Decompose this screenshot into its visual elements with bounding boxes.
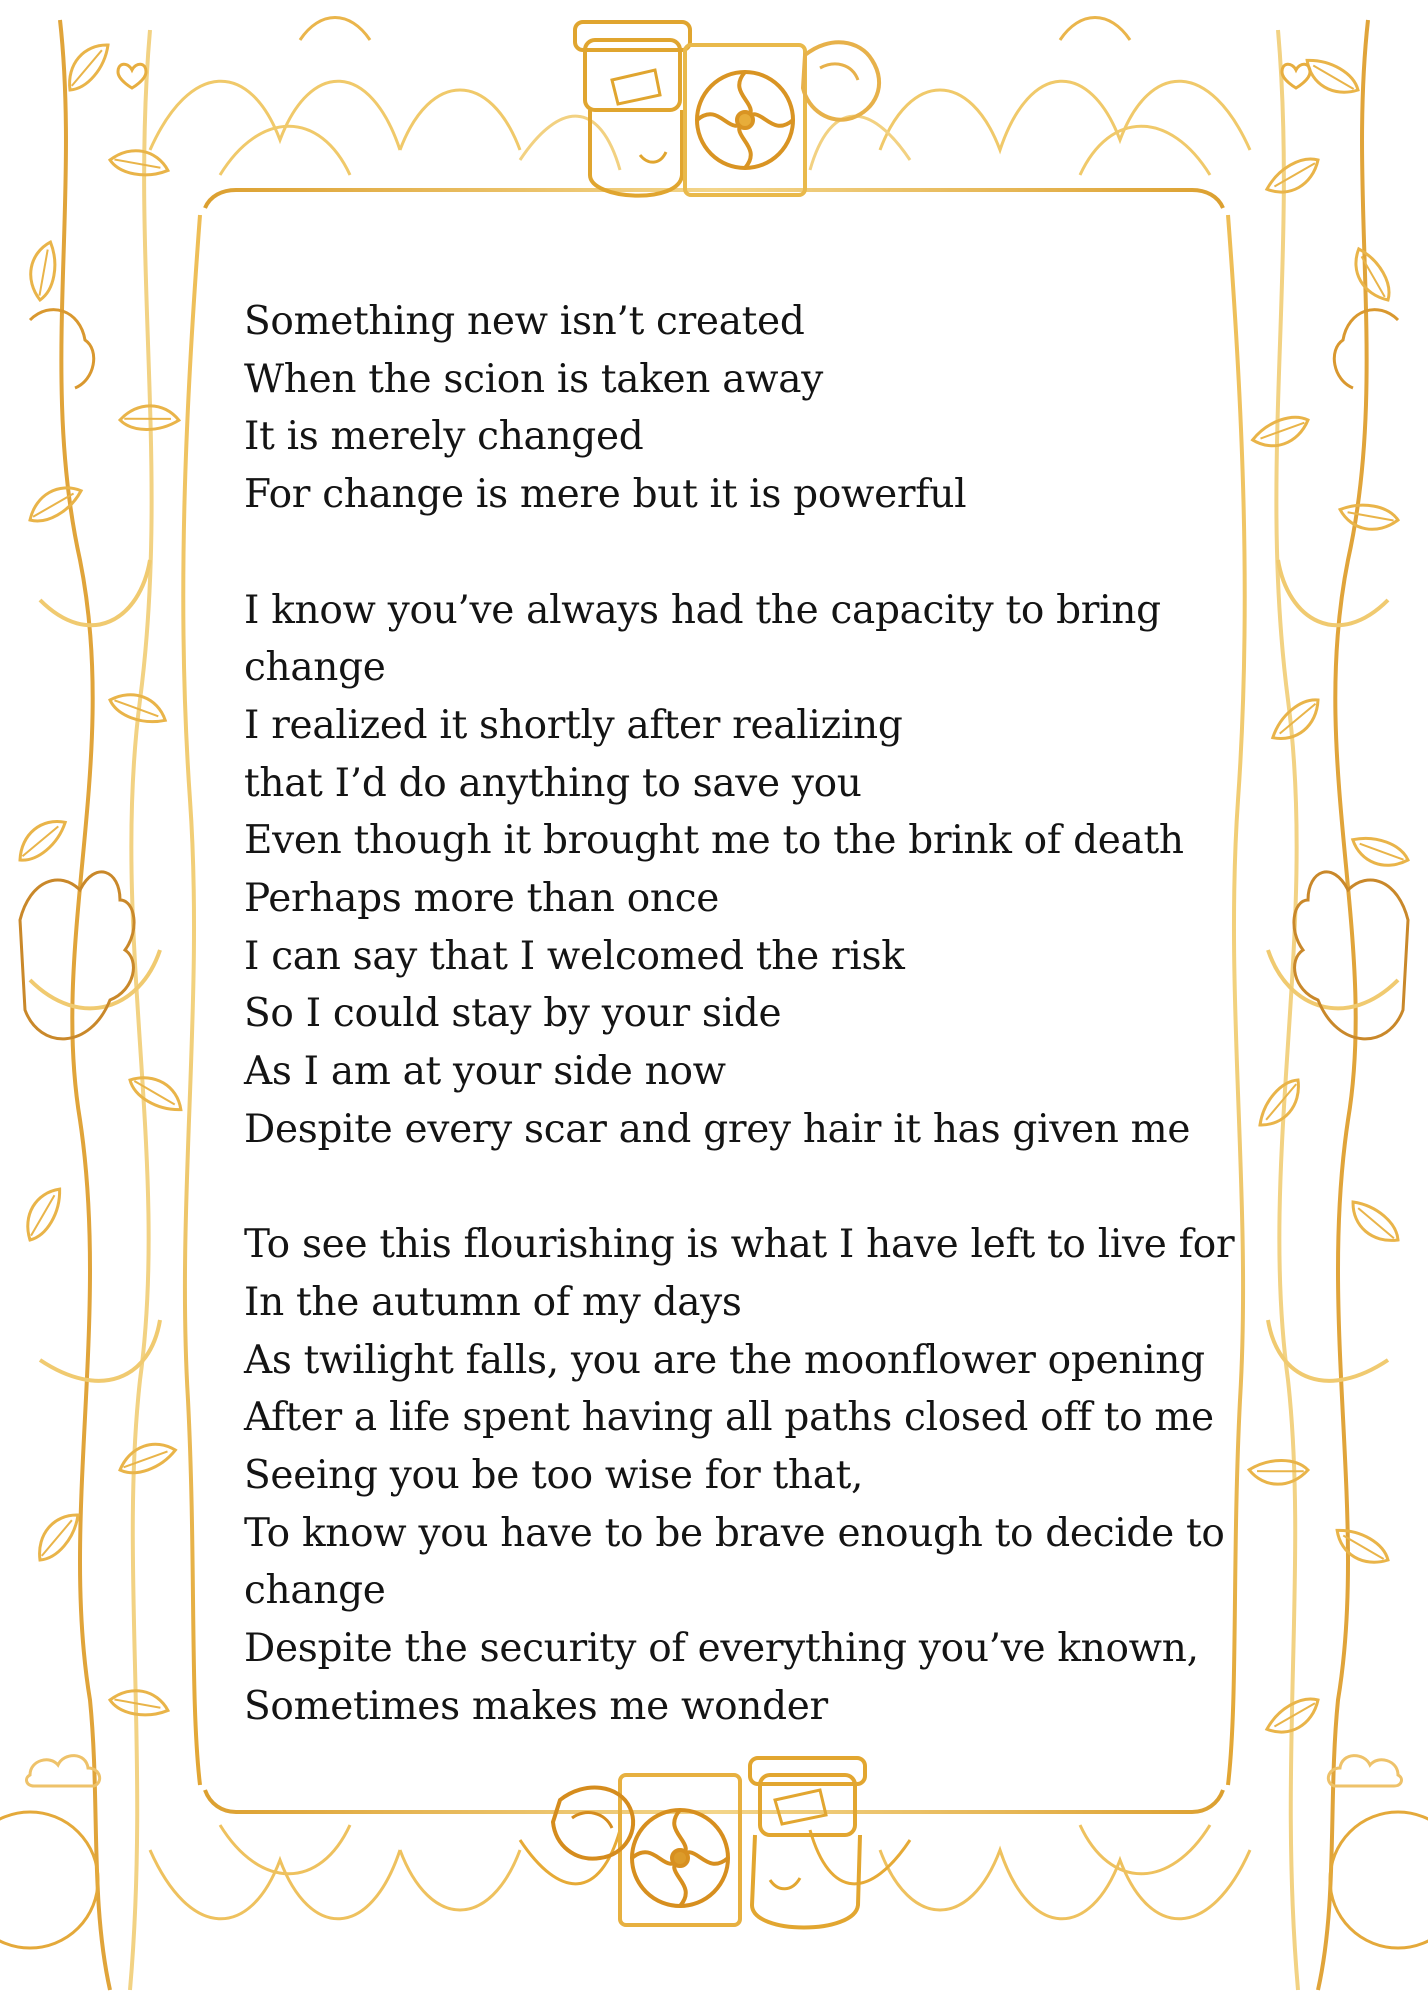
poem-line: After a life spent having all paths closed off to me — [244, 1395, 1214, 1441]
poem-line: To see this flourishing is what I have left to live for — [244, 1222, 1235, 1268]
poem-line: To know you have to be brave enough to decide to — [244, 1510, 1225, 1556]
leaf-icon — [1247, 49, 1410, 1739]
bottom-ornament-band — [150, 1825, 1250, 1919]
poem-line: Sometimes makes me wonder — [244, 1683, 828, 1729]
stanza-break — [244, 524, 1224, 582]
poem-line: For change is mere but it is powerful — [244, 472, 967, 518]
top-ornament-band — [150, 18, 1250, 176]
pinwheel-icon — [685, 45, 805, 195]
poem-line: Something new isn’t created — [244, 299, 805, 344]
poem-line: change — [244, 1568, 386, 1614]
poem-line: Perhaps more than once — [244, 876, 720, 922]
honey-jar-icon — [750, 1758, 865, 1928]
leaf-icon — [10, 38, 187, 1725]
poem-line: Despite the security of everything you’ve known, — [244, 1626, 1199, 1672]
poem-text — [244, 293, 1235, 1736]
vine-icon — [1268, 20, 1398, 1990]
cloud-icon — [27, 1756, 1402, 1786]
poem-line: In the autumn of my days — [244, 1279, 742, 1325]
honey-jar-icon — [575, 22, 690, 196]
poem-line: Despite every scar and grey hair it has given me — [244, 1106, 1191, 1152]
candy-wrapper-icon — [803, 42, 879, 119]
poem-line: that I’d do anything to save you — [244, 760, 862, 806]
pinwheel-icon — [620, 1775, 740, 1925]
poem-line: Even though it brought me to the brink of death — [244, 818, 1184, 864]
poem-line: I can say that I welcomed the risk — [244, 933, 905, 979]
poem-line: I know you’ve always had the capacity to bring — [244, 587, 1161, 633]
poem-line: When the scion is taken away — [244, 356, 823, 402]
poem-line: Seeing you be too wise for that, — [244, 1453, 864, 1499]
poem-line: It is merely changed — [244, 414, 644, 460]
poem-line: change — [244, 645, 386, 691]
vine-icon — [30, 20, 160, 1990]
poem-line: As I am at your side now — [244, 1049, 726, 1095]
stanza-break — [244, 1159, 1224, 1217]
moon-icon — [0, 1812, 1428, 1948]
poem-line: As twilight falls, you are the moonflower opening — [244, 1337, 1205, 1383]
poem-line: So I could stay by your side — [244, 991, 782, 1037]
poem-line: I realized it shortly after realizing — [244, 702, 903, 748]
